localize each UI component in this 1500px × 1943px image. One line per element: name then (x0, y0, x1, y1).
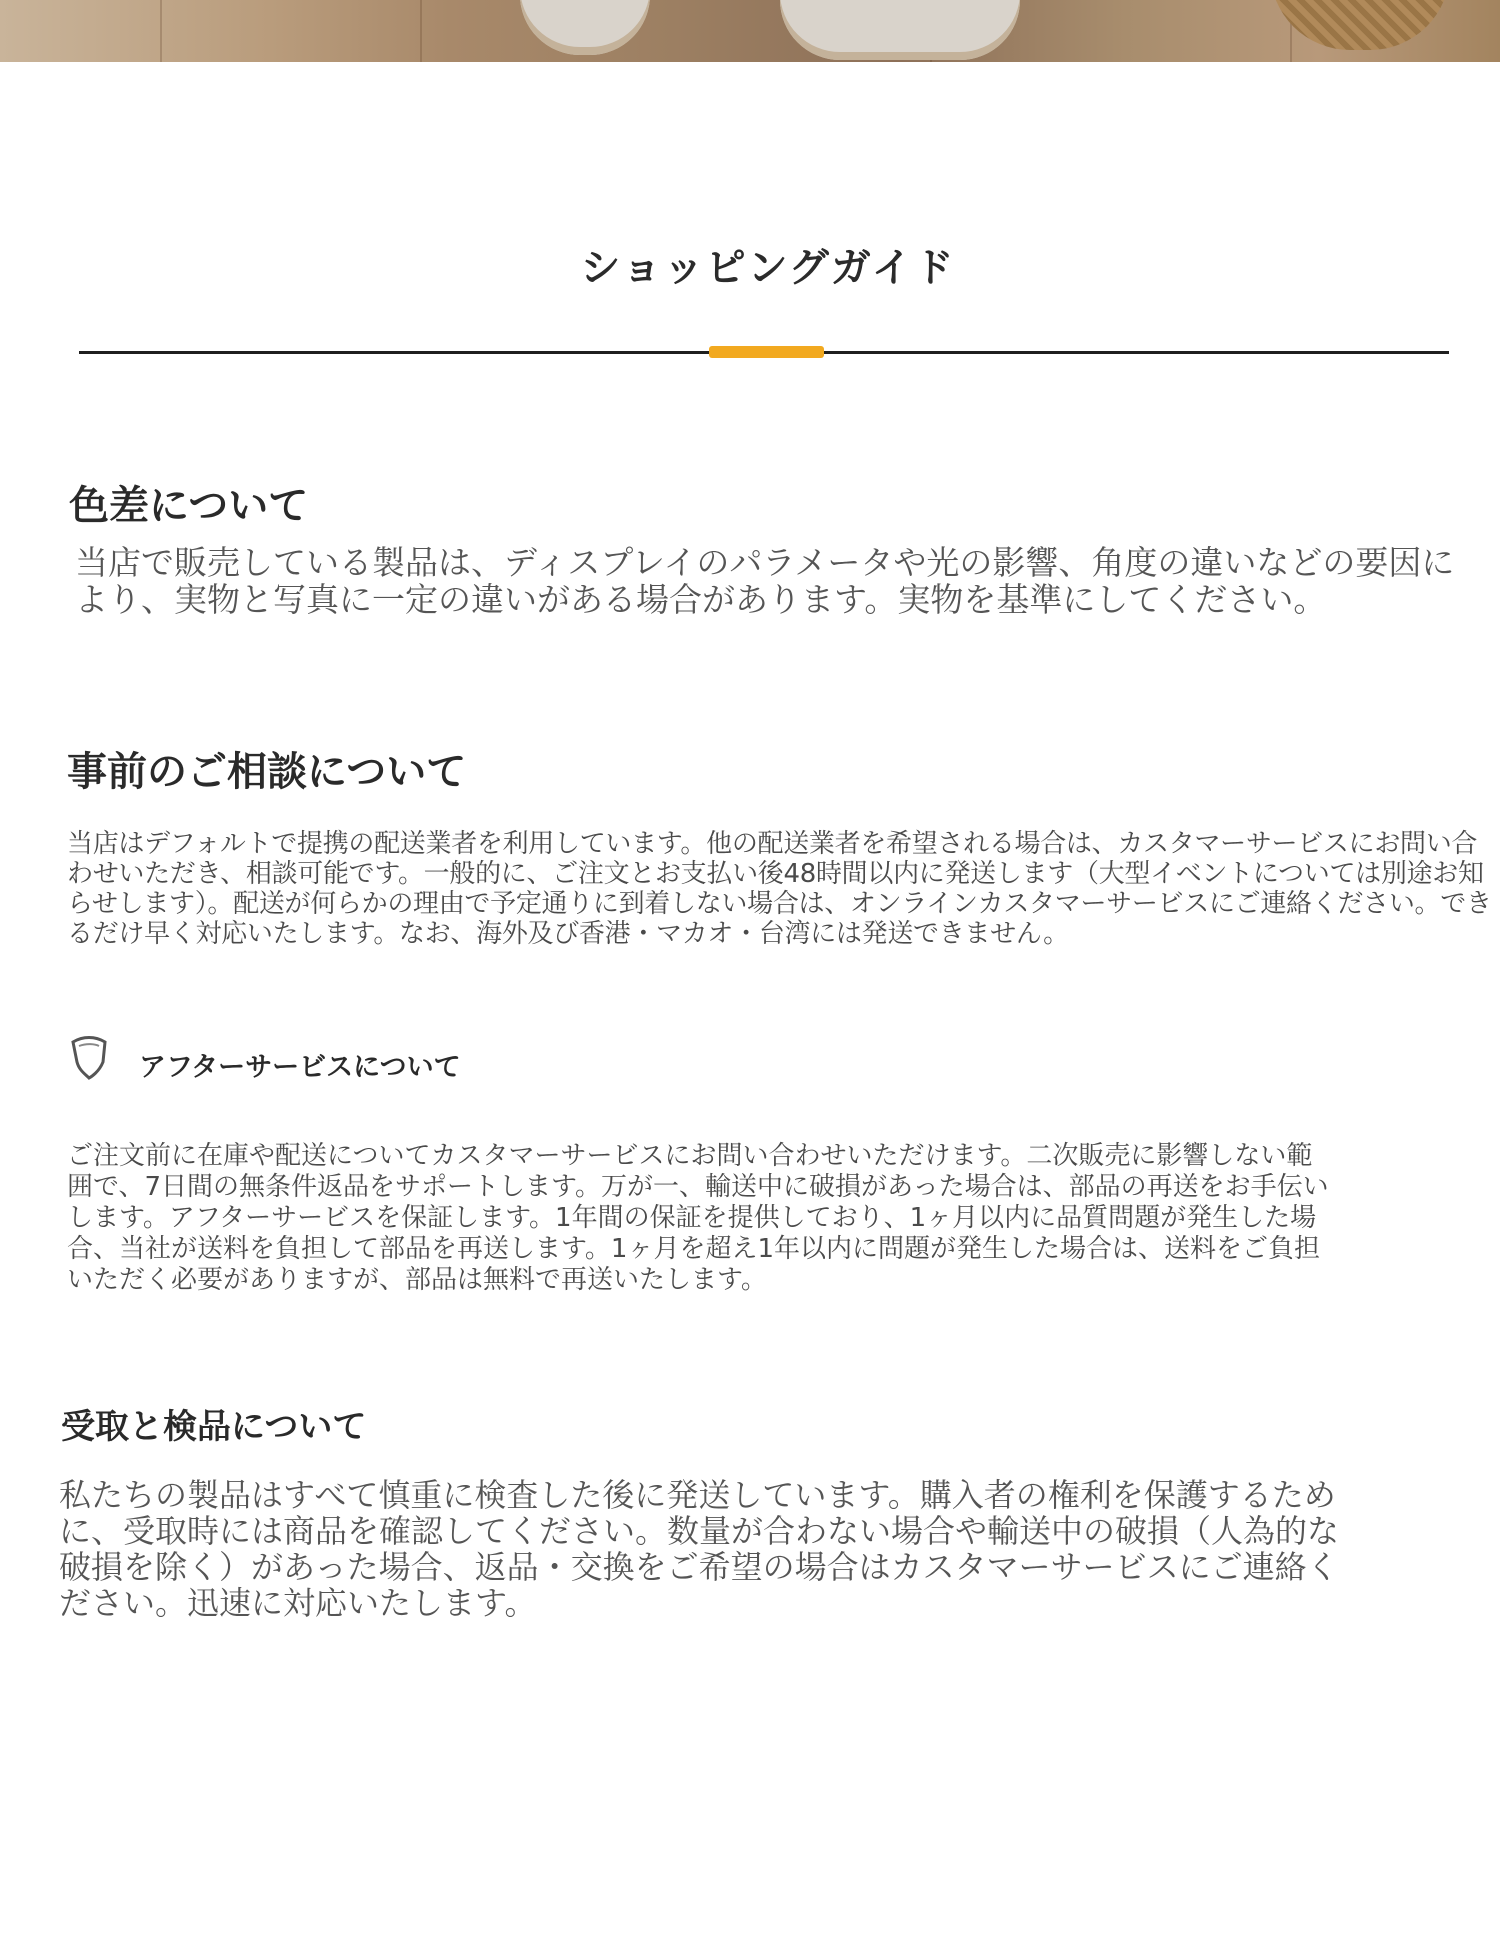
basket-image (1270, 0, 1450, 50)
color-difference-heading: 色差について (69, 483, 309, 529)
consultation-heading: 事前のご相談について (67, 749, 467, 795)
slipper-image (520, 0, 650, 55)
slipper-image (780, 0, 1020, 60)
product-photo-strip (0, 0, 1500, 62)
consultation-text: 当店はデフォルトで提携の配送業者を利用しています。他の配送業者を希望される場合は、カスタマーサービスにお問い合わせいただき、相談可能です。一般的に、ご注文とお支払い後48時間以内に発送します（大型イベントについては別途お知らせします）。配送が何らかの理由で予定通りに到着しない場合は、オンラインカスタマーサービスにご連絡ください。できるだけ早く対応いたします。なお、海外及び香港・マカオ・台湾には発送できません。 (67, 829, 1492, 949)
after-service-text: ご注文前に在庫や配送についてカスタマーサービスにお問い合わせいただけます。二次販売に影響しない範囲で、7日間の無条件返品をサポートします。万が一、輸送中に破損があった場合は、部品の再送をお手伝いします。アフターサービスを保証します。1年間の保証を提供しており、1ヶ月以内に品質問題が発生した場合、当社が送料を負担して部品を再送します。1ヶ月を超え1年以内に問題が発生した場合は、送料をご負担いただく必要がありますが、部品は無料で再送いたします。 (67, 1141, 1329, 1295)
floor-plank-line (160, 0, 162, 62)
after-service-heading: アフターサービスについて (139, 1052, 461, 1083)
page-title: ショッピングガイド (580, 245, 956, 291)
title-divider-accent (709, 346, 824, 358)
shield-icon (69, 1034, 109, 1080)
floor-plank-line (420, 0, 422, 62)
color-difference-text: 当店で販売している製品は、ディスプレイのパラメータや光の影響、角度の違いなどの要因により、実物と写真に一定の違いがある場合があります。実物を基準にしてください。 (75, 543, 1455, 619)
receipt-inspection-text: 私たちの製品はすべて慎重に検査した後に発送しています。購入者の権利を保護するために、受取時には商品を確認してください。数量が合わない場合や輸送中の破損（人為的な破損を除く）があった場合、返品・交換をご希望の場合はカスタマーサービスにご連絡ください。迅速に対応いたします。 (59, 1476, 1340, 1622)
receipt-inspection-heading: 受取と検品について (61, 1407, 367, 1447)
